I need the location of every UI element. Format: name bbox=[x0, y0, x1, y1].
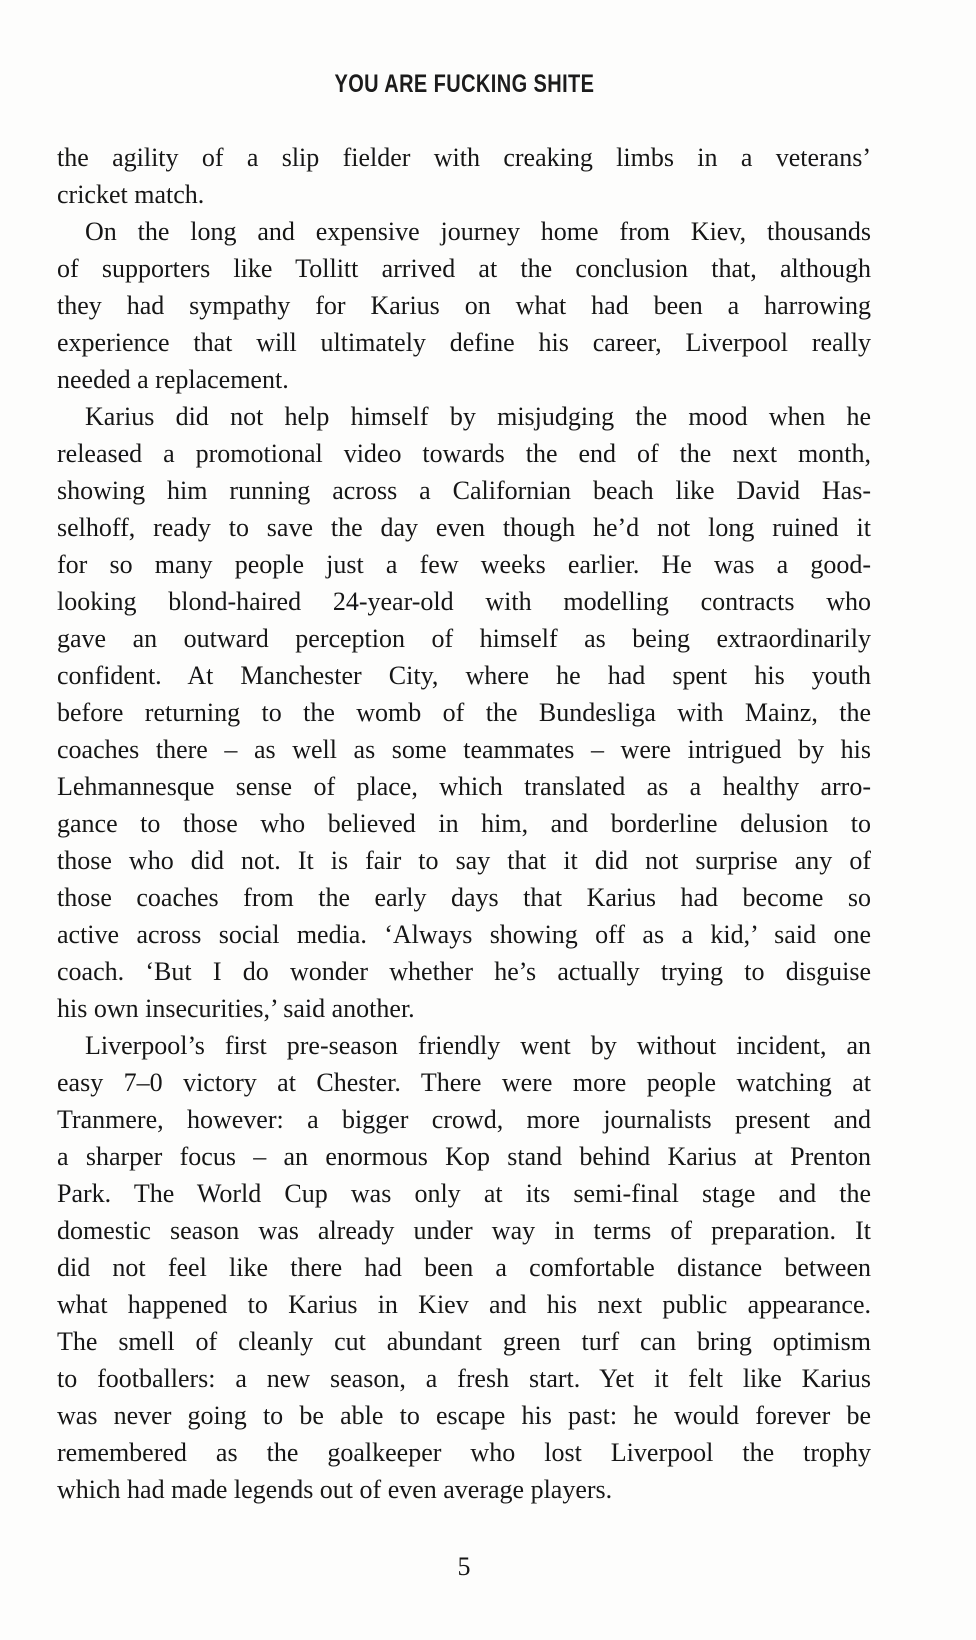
text-line: released a promotional video towards the end of the next month, bbox=[57, 439, 871, 468]
text-line: those coaches from the early days that Karius had become so bbox=[57, 883, 871, 912]
text-line: experience that will ultimately define his career, Liverpool really bbox=[57, 328, 871, 357]
text-line: active across social media. ‘Always showing off as a kid,’ said one bbox=[57, 920, 871, 949]
text-line: cricket match. bbox=[57, 180, 205, 209]
text-line: showing him running across a Californian beach like David Has- bbox=[57, 476, 871, 505]
text-line: coaches there – as well as some teammates – were intrigued by his bbox=[57, 735, 871, 764]
text-line: of supporters like Tollitt arrived at the conclusion that, although bbox=[57, 254, 871, 283]
paragraph bbox=[57, 139, 871, 213]
text-line: confident. At Manchester City, where he had spent his youth bbox=[57, 661, 871, 690]
text-line: selhoff, ready to save the day even though he’d not long ruined it bbox=[57, 513, 871, 542]
text-line: for so many people just a few weeks earlier. He was a good- bbox=[57, 550, 871, 579]
text-line: On the long and expensive journey home from Kiev, thousands bbox=[85, 217, 871, 246]
text-line: gave an outward perception of himself as being extraordinarily bbox=[57, 624, 871, 653]
text-line: remembered as the goalkeeper who lost Liverpool the trophy bbox=[57, 1438, 871, 1467]
paragraph bbox=[57, 213, 871, 398]
text-line: domestic season was already under way in terms of preparation. It bbox=[57, 1216, 871, 1245]
text-line: Karius did not help himself by misjudging the mood when he bbox=[85, 402, 871, 431]
text-line: the agility of a slip fielder with creaking limbs in a veterans’ bbox=[57, 143, 871, 172]
page-number: 5 bbox=[457, 1552, 471, 1581]
text-line: did not feel like there had been a comfortable distance between bbox=[57, 1253, 871, 1282]
text-line: what happened to Karius in Kiev and his next public appearance. bbox=[57, 1290, 871, 1319]
text-line: needed a replacement. bbox=[57, 365, 289, 394]
text-line: Lehmannesque sense of place, which translated as a healthy arro- bbox=[57, 772, 871, 801]
text-line: a sharper focus – an enormous Kop stand behind Karius at Prenton bbox=[57, 1142, 871, 1171]
running-head bbox=[57, 71, 871, 98]
text-line: Tranmere, however: a bigger crowd, more journalists present and bbox=[57, 1105, 871, 1134]
text-line: which had made legends out of even average players. bbox=[57, 1475, 613, 1504]
text-line: to footballers: a new season, a fresh start. Yet it felt like Karius bbox=[57, 1364, 871, 1393]
paragraph bbox=[57, 1027, 871, 1508]
text-line: looking blond-haired 24-year-old with modelling contracts who bbox=[57, 587, 871, 616]
chapter-title: YOU ARE FUCKING SHITE bbox=[334, 70, 594, 98]
text-line: they had sympathy for Karius on what had been a harrowing bbox=[57, 291, 871, 320]
paragraph bbox=[57, 398, 871, 1027]
text-line: The smell of cleanly cut abundant green turf can bring optimism bbox=[57, 1327, 871, 1356]
text-line: easy 7–0 victory at Chester. There were more people watching at bbox=[57, 1068, 871, 1097]
text-line: gance to those who believed in him, and borderline delusion to bbox=[57, 809, 871, 838]
text-line: coach. ‘But I do wonder whether he’s actually trying to disguise bbox=[57, 957, 871, 986]
text-line: was never going to be able to escape his past: he would forever be bbox=[57, 1401, 871, 1430]
text-line: before returning to the womb of the Bundesliga with Mainz, the bbox=[57, 698, 871, 727]
text-line: Liverpool’s first pre-season friendly went by without incident, an bbox=[85, 1031, 871, 1060]
body-text bbox=[57, 139, 871, 1508]
text-line: Park. The World Cup was only at its semi-final stage and the bbox=[57, 1179, 871, 1208]
text-line: those who did not. It is fair to say that it did not surprise any of bbox=[57, 846, 871, 875]
text-line: his own insecurities,’ said another. bbox=[57, 994, 415, 1023]
